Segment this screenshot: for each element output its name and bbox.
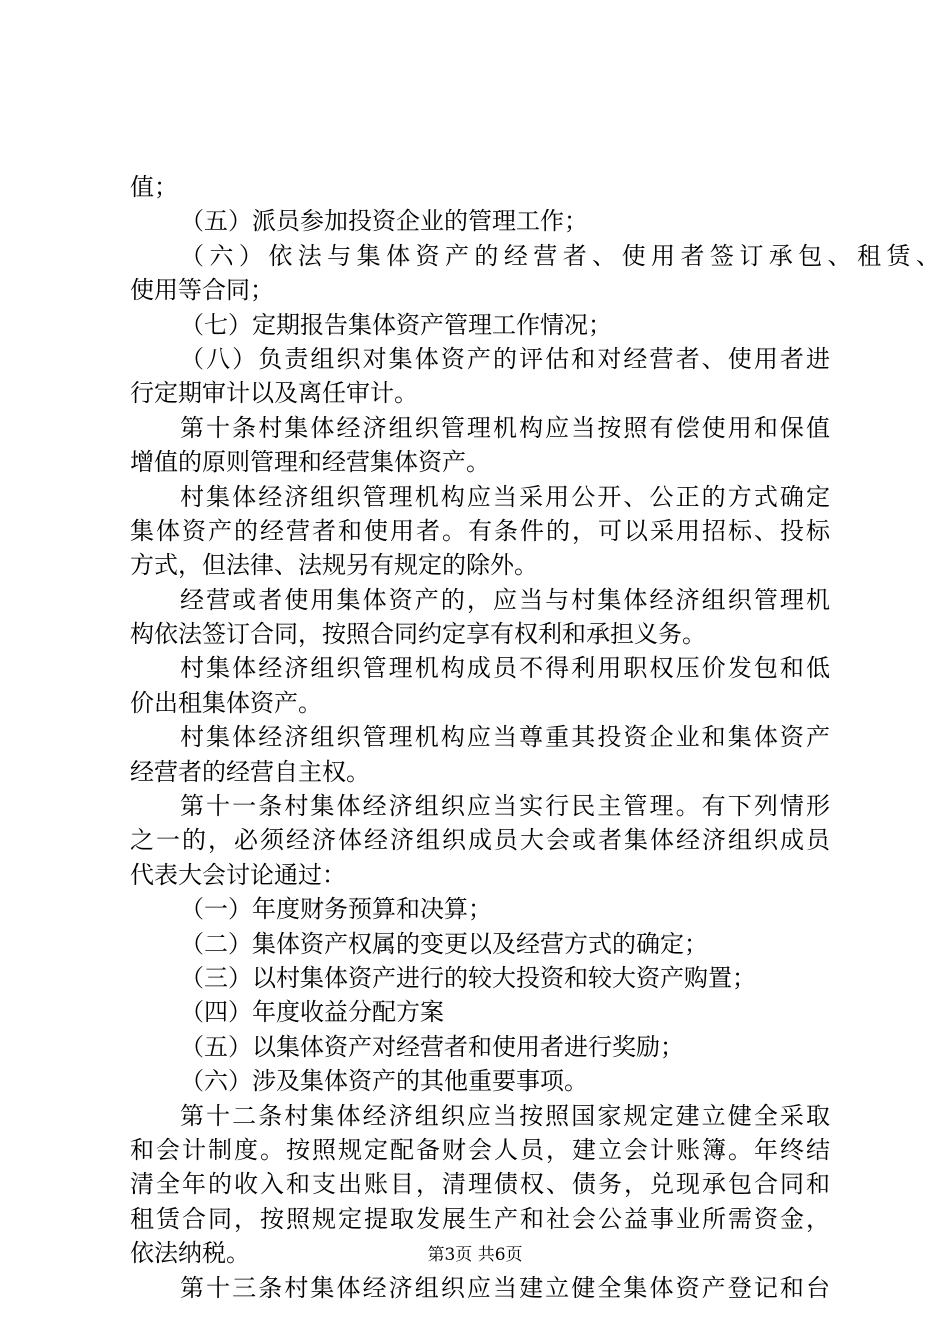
page-number-footer: 第3页 共6页 (427, 1245, 523, 1265)
text-line: （三）以村集体资产进行的较大投资和较大资产购置； (180, 963, 756, 992)
document-body (130, 170, 940, 1305)
text-line: 清全年的收入和支出账目，清理债权、债务，兑现承包合同和 (130, 1170, 830, 1199)
text-line: 第十二条村集体经济组织应当按照国家规定建立健全采取 (180, 1101, 830, 1130)
text-line: 租赁合同，按照规定提取发展生产和社会公益事业所需资金， (130, 1204, 830, 1233)
text-line: 第十条村集体经济组织管理机构应当按照有偿使用和保值 (180, 413, 830, 442)
text-line: 值； (130, 173, 178, 201)
text-line: （六）涉及集体资产的其他重要事项。 (180, 1067, 588, 1096)
text-line: 行定期审计以及离任审计。 (130, 379, 418, 408)
text-line: 村集体经济组织管理机构应当尊重其投资企业和集体资产 (180, 723, 830, 752)
text-line: （七）定期报告集体资产管理工作情况； (180, 310, 612, 339)
text-line: （一）年度财务预算和决算； (180, 895, 492, 924)
text-line: 和会计制度。按照规定配备财会人员，建立会计账簿。年终结 (130, 1135, 830, 1164)
text-line: （五）以集体资产对经营者和使用者进行奖励； (180, 1032, 684, 1061)
text-line: （六）依法与集体资产的经营者、使用者签订承包、租赁、 (180, 241, 940, 270)
text-line: （五）派员参加投资企业的管理工作； (180, 207, 588, 236)
text-line: 之一的，必须经济体经济组织成员大会或者集体经济组织成员 (130, 826, 830, 855)
text-line: 经营者的经营自主权。 (130, 757, 370, 786)
text-line: （四）年度收益分配方案 (180, 998, 444, 1027)
text-line: 经营或者使用集体资产的，应当与村集体经济组织管理机 (180, 585, 830, 614)
text-line: 构依法签订合同，按照合同约定享有权利和承担义务。 (130, 620, 706, 649)
text-line: 方式，但法律、法规另有规定的除外。 (130, 551, 538, 580)
text-line: 代表大会讨论通过： (130, 860, 346, 889)
text-line: 价出租集体资产。 (130, 688, 322, 717)
text-line: 增值的原则管理和经营集体资产。 (130, 448, 490, 477)
text-line: 集体资产的经营者和使用者。有条件的，可以采用招标、投标 (130, 516, 830, 545)
text-line: 第十一条村集体经济组织应当实行民主管理。有下列情形 (180, 792, 830, 821)
text-line: 第十三条村集体经济组织应当建立健全集体资产登记和台 (180, 1273, 830, 1302)
text-line: 依法纳税。 (130, 1239, 250, 1268)
text-line: 村集体经济组织管理机构成员不得利用职权压价发包和低 (180, 654, 830, 683)
text-line: 村集体经济组织管理机构应当采用公开、公正的方式确定 (180, 482, 830, 511)
text-line: （八）负责组织对集体资产的评估和对经营者、使用者进 (180, 344, 830, 373)
text-line: （二）集体资产权属的变更以及经营方式的确定； (180, 929, 708, 958)
text-line: 使用等合同； (130, 276, 274, 305)
